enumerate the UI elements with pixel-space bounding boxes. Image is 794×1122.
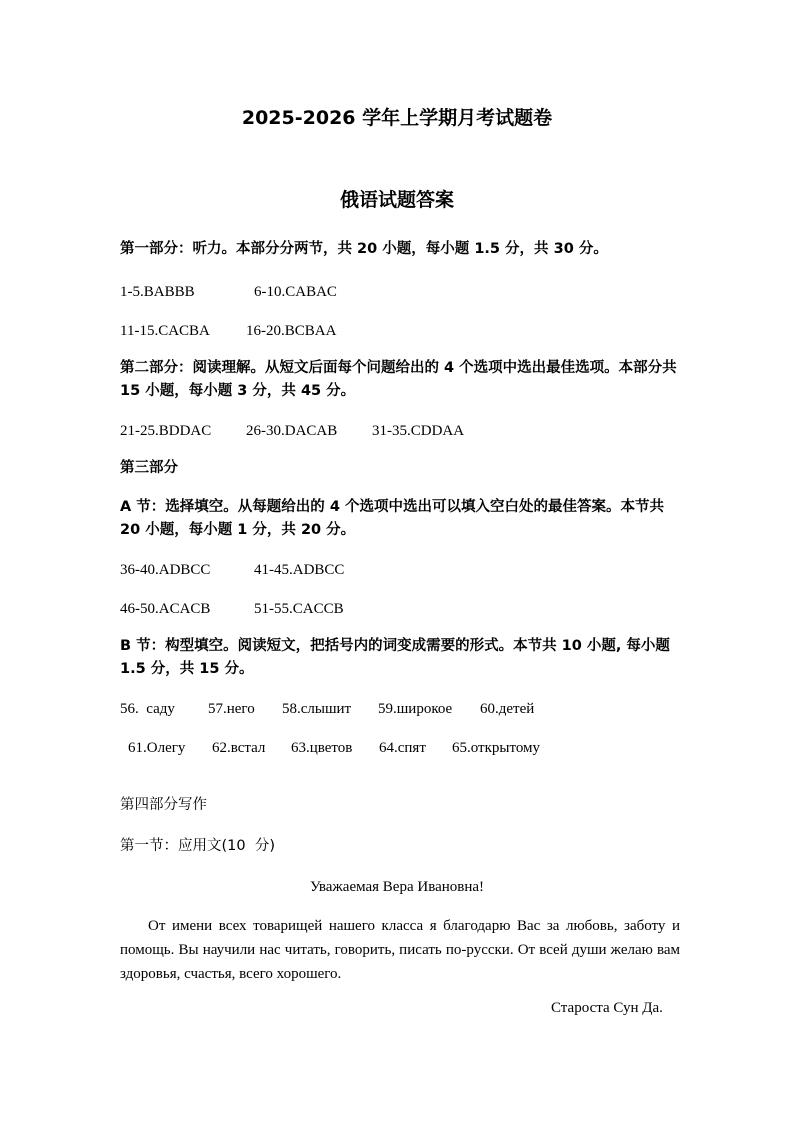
answer-group: 21-25.BDDAC xyxy=(120,423,212,439)
answer-word: 64.спят xyxy=(379,740,426,756)
part2-heading: 第二部分：阅读理解。从短文后面每个问题给出的 4 个选项中选出最佳选项。本部分共 15 小题，每小题 3 分，共 45 分。 xyxy=(120,360,677,399)
answer-group: 41-45.ADBCC xyxy=(254,562,345,578)
answer-word: 56. саду xyxy=(120,701,175,717)
part4-section1-heading: 第一节：应用文(10 分) xyxy=(120,838,275,854)
exam-title: 2025-2026 学年上学期月考试题卷 xyxy=(241,107,553,129)
answer-word: 63.цветов xyxy=(291,740,353,756)
answer-group: 36-40.ADBCC xyxy=(120,562,211,578)
answer-word: 65.открытому xyxy=(452,740,541,756)
part4-heading: 第四部分写作 xyxy=(120,797,207,813)
answer-group: 26-30.DACAB xyxy=(246,423,338,439)
answer-group: 51-55.CACCB xyxy=(254,601,344,617)
answer-group: 16-20.BCBAA xyxy=(246,323,337,339)
answer-word: 59.широкое xyxy=(378,701,453,717)
letter-greeting: Уважаемая Вера Ивановна! xyxy=(309,879,485,895)
answer-word: 61.Олегу xyxy=(128,740,186,756)
part3-heading: 第三部分 xyxy=(120,460,178,476)
letter-body: От имени всех товарищей нашего класса я благодарю Вас за любовь, заботу и помощь. Вы научили нас читать, говорить, писать по-русски. От всей души желаю вам здоровья, счастья, всего хорошего. xyxy=(120,918,680,982)
answer-group: 6-10.CABAC xyxy=(254,284,337,300)
letter-signature: Староста Сун Да. xyxy=(551,1000,663,1016)
part3-section-a-heading: A 节：选择填空。从每题给出的 4 个选项中选出可以填入空白处的最佳答案。本节共 20 小题，每小题 1 分，共 20 分。 xyxy=(120,499,664,538)
part3-section-b-heading: B 节：构型填空。阅读短文，把括号内的词变成需要的形式。本节共 10 小题, 每小题 1.5 分，共 15 分。 xyxy=(120,638,670,677)
answer-word: 62.встал xyxy=(212,740,266,756)
part1-heading: 第一部分：听力。本部分分两节，共 20 小题，每小题 1.5 分，共 30 分。 xyxy=(120,241,608,257)
answer-group: 11-15.CACBA xyxy=(120,323,210,339)
answer-group: 1-5.BABBB xyxy=(120,284,195,300)
answer-group: 46-50.ACACB xyxy=(120,601,211,617)
answer-word: 57.него xyxy=(208,701,255,717)
answer-group: 31-35.CDDAA xyxy=(372,423,465,439)
answer-word: 60.детей xyxy=(480,701,535,717)
answer-word: 58.слышит xyxy=(282,701,352,717)
subject-title: 俄语试题答案 xyxy=(339,189,454,211)
